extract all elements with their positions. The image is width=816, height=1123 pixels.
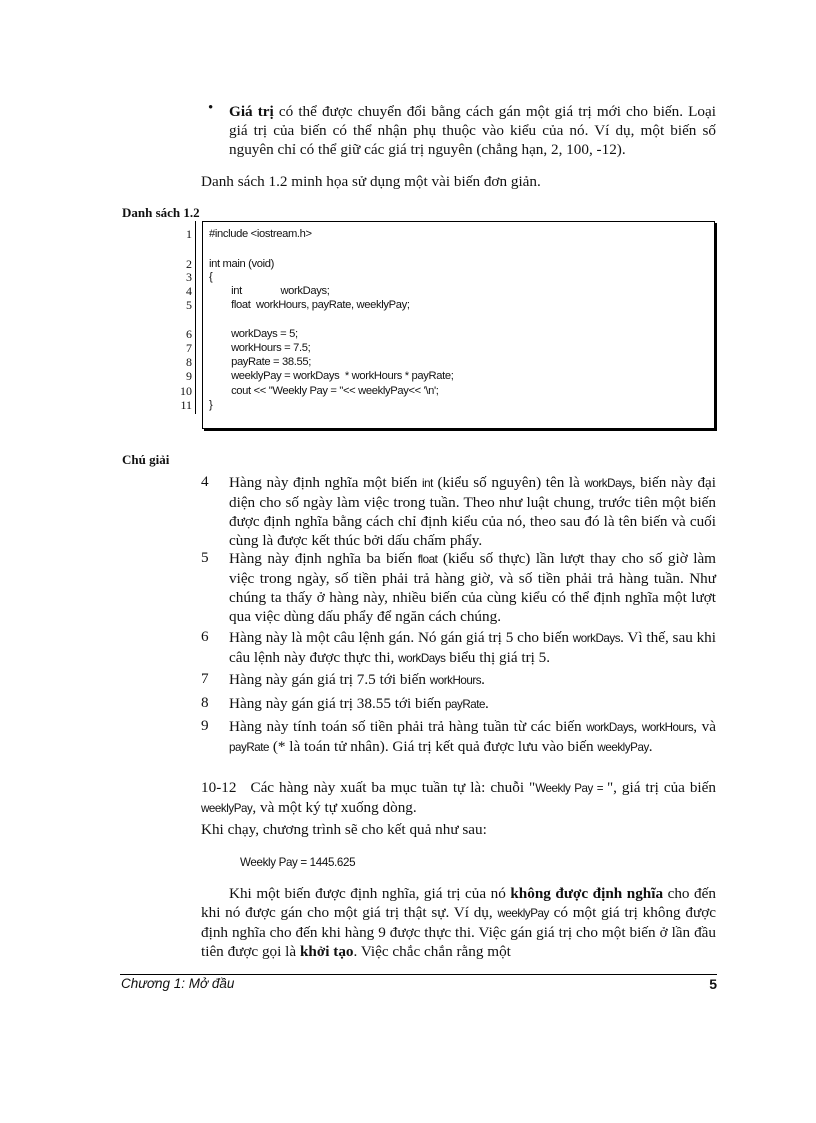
line-number: 8 xyxy=(186,355,192,369)
note-number: 9 xyxy=(201,717,209,734)
note-text-part: Hàng này định nghĩa một biến xyxy=(229,474,422,491)
code-term: workDays xyxy=(572,632,621,645)
note-text-part: . Vì thế, sau khi câu lệnh này được thực thi, xyxy=(229,629,716,666)
line-number: 7 xyxy=(186,341,192,355)
final-text-part: Khi một biến được định nghĩa, giá trị của nó xyxy=(229,885,511,902)
note-text-part: Hàng này là một câu lệnh gán. Nó gán giá trị 5 cho biến xyxy=(229,629,573,646)
code-line: float workHours, payRate, weeklyPay; xyxy=(209,299,410,311)
final-text-part: có một giá trị không được định nghĩa cho đến khi hàng 9 được thực thi. Việc gán giá trị cho một biến ở lần đầu tiên được gọi là xyxy=(201,904,716,960)
bullet-text: có thể được chuyển đổi bằng cách gán một giá trị mới cho biến. Loại giá trị của biến có thể nhận phụ thuộc vào kiểu của nó. Ví dụ, một biến số nguyên chỉ có thể giữ các giá trị nguyên (chẳng hạn, 2, 100, -12). xyxy=(229,103,716,158)
code-term: float xyxy=(417,553,438,566)
footer-rule xyxy=(120,974,717,975)
line-number: 5 xyxy=(186,298,192,312)
note-number: 6 xyxy=(201,628,209,645)
final-bold-term: khởi tạo xyxy=(299,943,354,960)
line-number: 2 xyxy=(186,257,192,271)
final-text-part: cho đến khi nó được gán cho một giá trị thật sự. Ví dụ, xyxy=(201,885,716,921)
footer-page-number: 5 xyxy=(709,976,717,992)
note-5-text xyxy=(229,549,716,626)
note-text-part: , và một ký tự xuống dòng. xyxy=(252,799,417,816)
note-8-text xyxy=(229,694,716,714)
line-number: 9 xyxy=(186,369,192,383)
code-box xyxy=(202,221,715,429)
line-number: 3 xyxy=(186,270,192,284)
note-4-text xyxy=(229,473,716,550)
bullet-paragraph xyxy=(229,102,716,159)
code-line: int workDays; xyxy=(209,285,330,297)
note-text-part: Hàng này gán giá trị 7.5 tới biến xyxy=(229,671,430,688)
note-text-part: , xyxy=(633,718,642,735)
note-9-text xyxy=(229,717,716,757)
code-term: workDays xyxy=(586,721,634,734)
note-text-part: . xyxy=(485,695,489,712)
note-number: 5 xyxy=(201,549,209,566)
code-line: int main (void) xyxy=(209,258,275,270)
bullet-lead: Giá trị xyxy=(229,103,274,120)
line-number: 4 xyxy=(186,284,192,298)
code-term: workHours xyxy=(429,674,482,687)
code-line: workHours = 7.5; xyxy=(209,342,311,354)
code-line: #include <iostream.h> xyxy=(209,228,312,240)
note-6-text xyxy=(229,628,716,668)
note-text-part: , biến này đại diện cho số ngày làm việc trong tuần. Theo như luật chung, trước tiên một biến được định nghĩa bằng cách chỉ định kiểu của nó, theo sau đó là tên biến và cuối cùng là được kết thúc bởi dấu chấm phẩy. xyxy=(229,474,716,549)
code-line: workDays = 5; xyxy=(209,328,298,340)
note-number: 10-12 xyxy=(201,779,237,796)
note-text-part: Hàng này tính toán số tiền phải trả hàng tuần từ các biến xyxy=(229,718,587,735)
note-text-part: . xyxy=(481,671,485,688)
line-number: 11 xyxy=(180,398,192,412)
program-output: Weekly Pay = 1445.625 xyxy=(240,856,356,869)
line-number: 1 xyxy=(186,227,192,241)
note-text-part: Hàng này định nghĩa ba biến xyxy=(229,550,418,567)
note-text-part: ", giá trị của biến xyxy=(606,779,716,796)
code-term: weeklyPay xyxy=(597,741,649,754)
note-text-part: (kiểu số nguyên) tên là xyxy=(432,474,585,491)
note-7-text xyxy=(229,670,716,690)
code-line: weeklyPay = workDays * workHours * payRate; xyxy=(209,370,454,382)
note-text-part: (* là toán tử nhân). Giá trị kết quả được lưu vào biến xyxy=(269,738,598,755)
code-term: Weekly Pay = xyxy=(535,782,607,795)
notes-title: Chú giải xyxy=(122,452,170,467)
final-text-part: . Việc chắc chắn rằng một xyxy=(353,943,511,960)
intro-paragraph: Danh sách 1.2 minh họa sử dụng một vài biến đơn giản. xyxy=(201,173,541,190)
note-number: 7 xyxy=(201,670,209,687)
code-term: workDays xyxy=(398,652,446,665)
code-line: cout << "Weekly Pay = "<< weeklyPay<< '\n'; xyxy=(209,385,439,397)
note-text-part: Các hàng này xuất ba mục tuần tự là: chuỗi " xyxy=(250,779,536,796)
code-term: weeklyPay xyxy=(201,802,253,815)
note-text-part: , và xyxy=(693,718,716,735)
code-term: int xyxy=(421,477,433,490)
code-line: payRate = 38.55; xyxy=(209,356,311,368)
note-number: 4 xyxy=(201,473,209,490)
code-term: workDays xyxy=(584,477,632,490)
note-text-part: Hàng này gán giá trị 38.55 tới biến xyxy=(229,695,445,712)
note-text-part: . xyxy=(648,738,653,755)
code-line: } xyxy=(209,399,213,411)
footer-chapter: Chương 1: Mở đầu xyxy=(121,976,235,991)
note-text-part: biểu thị giá trị 5. xyxy=(445,649,551,666)
note-text-part: (kiểu số thực) lần lượt thay cho số giờ làm việc trong ngày, số tiền phải trả hàng giờ, và số tiền phải trả hàng tuần. Như chúng ta thấy ở hàng này, nhiều biến của cùng kiểu có thể định nghĩa một lượt qua việc dùng dấu phẩy để ngăn cách chúng. xyxy=(229,550,716,625)
code-line: { xyxy=(209,271,213,283)
note-10-12-text xyxy=(201,778,716,818)
final-paragraph xyxy=(201,884,716,961)
code-term: weeklyPay xyxy=(497,907,549,920)
final-bold-term: không được định nghĩa xyxy=(510,885,664,902)
listing-title: Danh sách 1.2 xyxy=(122,205,200,220)
line-number: 10 xyxy=(180,384,192,398)
code-term: payRate xyxy=(444,698,486,711)
code-term: payRate xyxy=(229,741,270,754)
code-term: workHours xyxy=(641,721,694,734)
run-paragraph: Khi chạy, chương trình sẽ cho kết quả như sau: xyxy=(201,821,487,838)
bullet-dot: • xyxy=(208,100,214,116)
line-number: 6 xyxy=(186,327,192,341)
note-number: 8 xyxy=(201,694,209,711)
line-number-divider xyxy=(195,221,196,414)
